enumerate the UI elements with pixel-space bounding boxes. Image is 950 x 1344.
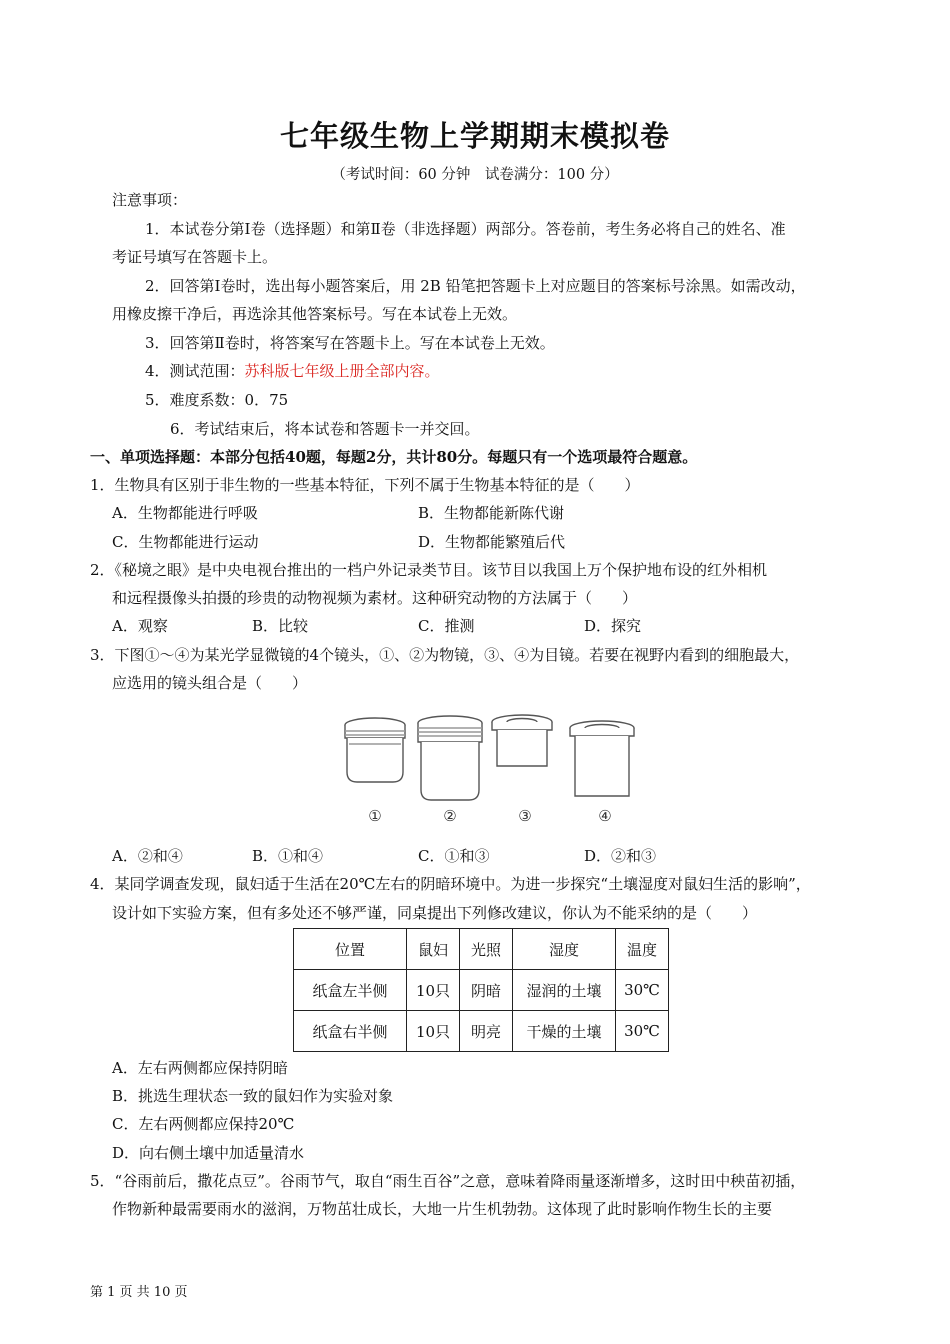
table-cell: 10只 (407, 970, 460, 1011)
q3-option-b: B．①和④ (252, 847, 324, 865)
table-cell: 纸盒左半侧 (294, 970, 407, 1011)
q4-option-d: D．向右侧土壤中加适量清水 (112, 1144, 305, 1162)
table-cell: 30℃ (616, 1011, 669, 1052)
q2-option-c: C．推测 (418, 617, 475, 635)
note-5: 5．难度系数：0．75 (145, 391, 289, 409)
table-cell: 10只 (407, 1011, 460, 1052)
table-header-cell: 光照 (460, 929, 513, 970)
q2-option-b: B．比较 (252, 617, 309, 635)
table-header-cell: 鼠妇 (407, 929, 460, 970)
lens-label-4: ④ (598, 807, 612, 825)
q3-stem-a: 3．下图①～④为某光学显微镜的4个镜头，①、②为物镜，③、④为目镜。若要在视野内看到的细胞最大， (90, 646, 800, 664)
q3-stem-b: 应选用的镜头组合是（ ） (112, 674, 308, 692)
q2-option-d: D．探究 (584, 617, 642, 635)
q1-option-a: A．生物都能进行呼吸 (112, 504, 258, 522)
note-4-prefix: 4．测试范围： (145, 362, 245, 380)
page-footer: 第 1 页 共 10 页 (90, 1285, 188, 1300)
lens-3-icon (492, 715, 552, 766)
microscope-lenses-figure (335, 710, 645, 830)
table-row (294, 1011, 669, 1052)
table-cell: 30℃ (616, 970, 669, 1011)
q4-option-a: A．左右两侧都应保持阴暗 (112, 1059, 288, 1077)
note-2b: 用橡皮擦干净后，再选涂其他答案标号。写在本试卷上无效。 (112, 305, 518, 323)
note-4-scope: 苏科版七年级上册全部内容。 (244, 362, 440, 380)
q4-option-c: C．左右两侧都应保持20℃ (112, 1115, 295, 1133)
q2-option-a: A．观察 (112, 617, 168, 635)
table-row (294, 970, 669, 1011)
table-header-cell: 湿度 (513, 929, 616, 970)
lens-4-icon (570, 721, 634, 796)
note-3: 3．回答第Ⅱ卷时，将答案写在答题卡上。写在本试卷上无效。 (145, 334, 555, 352)
table-header-row (294, 929, 669, 970)
note-1a: 1．本试卷分第Ⅰ卷（选择题）和第Ⅱ卷（非选择题）两部分。答卷前，考生务必将自己的姓名、准 (145, 220, 786, 238)
q4-stem-b: 设计如下实验方案，但有多处还不够严谨，同桌提出下列修改建议，你认为不能采纳的是（ ） (112, 904, 758, 922)
q5-stem-a: 5．“谷雨前后，撒花点豆”。谷雨节气，取自“雨生百谷”之意，意味着降雨量逐渐增多，这时田中秧苗初插， (90, 1172, 806, 1190)
note-4 (145, 361, 440, 381)
lens-label-2: ② (443, 807, 457, 825)
lens-label-1: ① (368, 807, 382, 825)
q3-option-a: A．②和④ (112, 847, 183, 865)
note-2a: 2．回答第Ⅰ卷时，选出每小题答案后，用 2B 铅笔把答题卡上对应题目的答案标号涂黑。如需改动， (145, 277, 806, 295)
page-title: 七年级生物上学期期末模拟卷 (279, 119, 670, 153)
q2-stem-a: 2．《秘境之眼》是中央电视台推出的一档户外记录类节目。该节目以我国上万个保护地布设的红外相机 (90, 561, 768, 579)
note-1b: 考证号填写在答题卡上。 (112, 248, 278, 266)
lens-2-icon (418, 716, 482, 800)
q5-stem-b: 作物新种最需要雨水的滋润，万物茁壮成长，大地一片生机勃勃。这体现了此时影响作物生长的主要 (112, 1200, 773, 1218)
q4-option-b: B．挑选生理状态一致的鼠妇作为实验对象 (112, 1087, 394, 1105)
q4-stem-a: 4．某同学调查发现，鼠妇适于生活在20℃左右的阴暗环境中。为进一步探究“土壤湿度对鼠妇生活的影响”， (90, 875, 811, 893)
q1-option-b: B．生物都能新陈代谢 (418, 504, 565, 522)
q3-option-d: D．②和③ (584, 847, 657, 865)
table-cell: 干燥的土壤 (513, 1011, 616, 1052)
experiment-table (293, 928, 669, 1052)
q1-option-d: D．生物都能繁殖后代 (418, 533, 566, 551)
table-cell: 明亮 (460, 1011, 513, 1052)
notes-heading: 注意事项： (112, 191, 188, 209)
q1-option-c: C．生物都能进行运动 (112, 533, 259, 551)
note-6: 6．考试结束后，将本试卷和答题卡一并交回。 (170, 420, 480, 438)
table-header-cell: 温度 (616, 929, 669, 970)
q2-stem-b: 和远程摄像头拍摄的珍贵的动物视频为素材。这种研究动物的方法属于（ ） (112, 589, 638, 607)
lens-1-icon (345, 718, 405, 782)
lens-label-3: ③ (518, 807, 532, 825)
exam-info: （考试时间：60 分钟 试卷满分：100 分） (331, 167, 619, 183)
table-cell: 湿润的土壤 (513, 970, 616, 1011)
table-cell: 纸盒右半侧 (294, 1011, 407, 1052)
q1-stem: 1．生物具有区别于非生物的一些基本特征，下列不属于生物基本特征的是（ ） (90, 476, 640, 494)
q3-option-c: C．①和③ (418, 847, 490, 865)
table-header-cell: 位置 (294, 929, 407, 970)
table-cell: 阴暗 (460, 970, 513, 1011)
section-heading: 一、单项选择题：本部分包括40题，每题2分，共计80分。每题只有一个选项最符合题意。 (90, 448, 698, 466)
